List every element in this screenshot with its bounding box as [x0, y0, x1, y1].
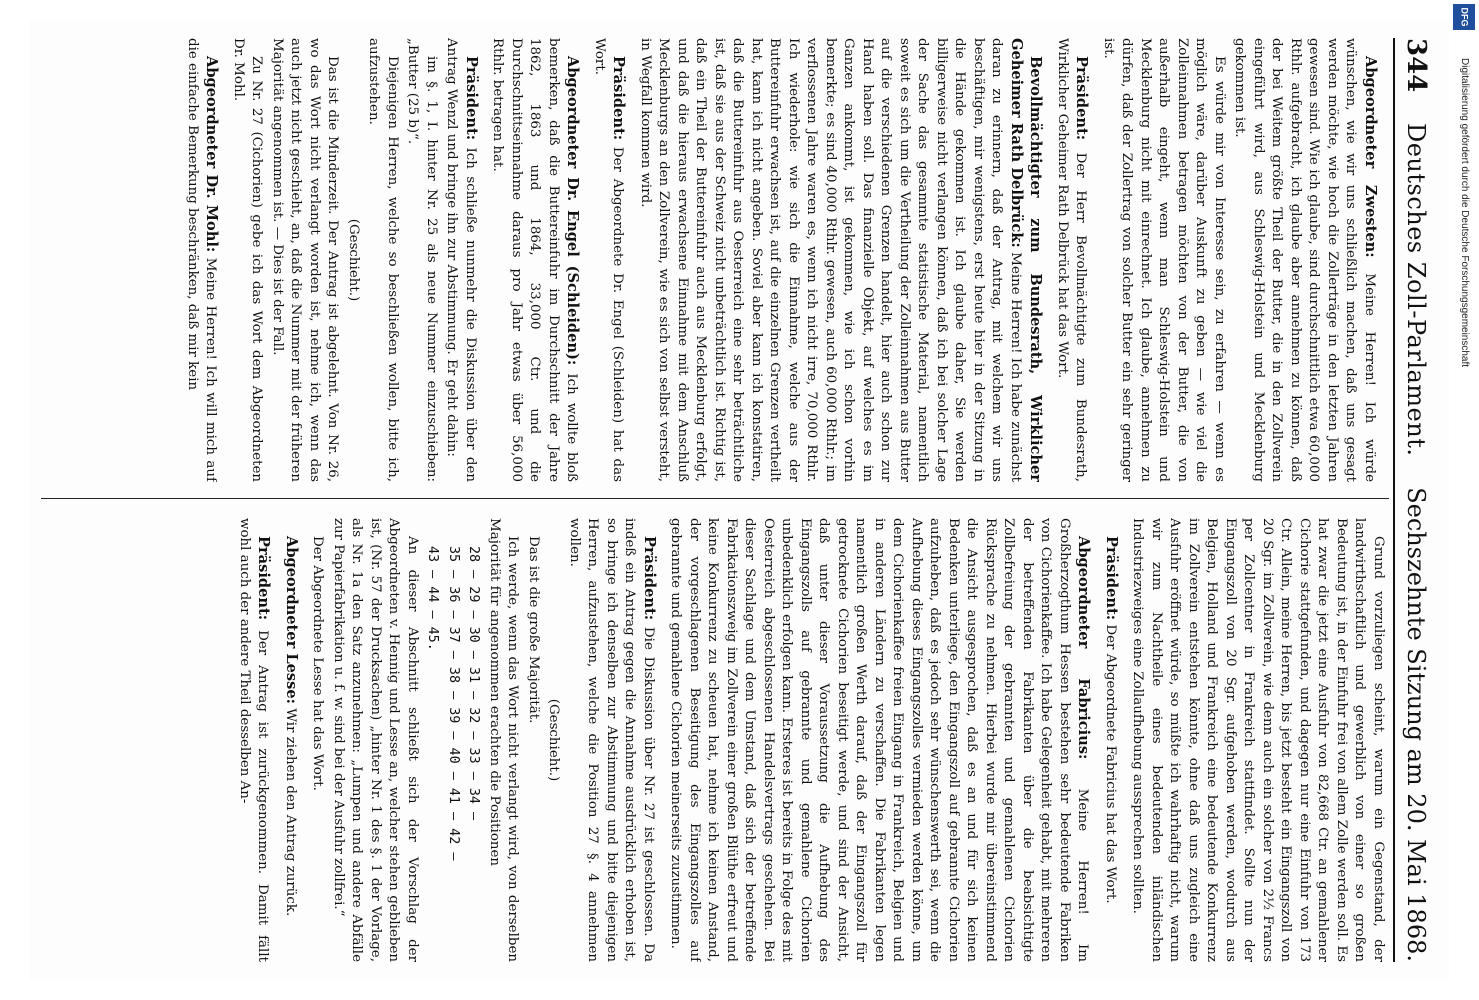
paragraph: [1101, 518, 1121, 962]
speaker-name: Abgeordneter Zwesten:: [1362, 56, 1379, 258]
paragraph-text: Der Abgeordnete Lesse hat das Wort.: [310, 536, 326, 791]
paragraph: [1230, 38, 1379, 482]
speaker-name: Präsident:: [1073, 56, 1091, 141]
paragraph: [229, 38, 266, 482]
paragraph: [423, 518, 442, 962]
speaker-name: Bevollmächtigter zum Bundesrath, Wirklicher Geheimer Rath Delbrück:: [1008, 38, 1045, 482]
speaker-name: Präsident:: [1103, 536, 1120, 621]
paragraph-text: Die Diskussion über Nr. 27 ist geschlossen. Da indeß ein Antrag gegen die Annahme ausdrücklich erhoben ist, so bringe ich denselben zur Abstimmung und bitte diejenigen Herren, aufzustehen, welche die Position 27 §. 4 annehmen wollen.: [567, 518, 656, 962]
paragraph-text: 43 — 44 — 45.: [425, 546, 441, 651]
paragraph: [183, 38, 221, 482]
paragraph: [403, 38, 440, 482]
speaker-name: Abgeordneter Lesse:: [283, 536, 300, 704]
paragraph: [442, 38, 480, 482]
paragraph: [666, 518, 1093, 962]
paragraph-text: Wir ziehen den Antrag zurück.: [283, 708, 298, 917]
column-divider: [41, 498, 1389, 499]
digitization-stamp: [1449, 0, 1479, 1000]
stamp-text-wrap: [1449, 30, 1479, 1000]
left-column: [39, 38, 1387, 482]
paragraph-text: Das ist die große Majorität.: [526, 536, 541, 724]
paragraph-text: Meine Herren! Ich habe zunächst daran zu erinnern, daß der Antrag, mit welchem wir uns beschäftigen, mir wenigstens, erst heute hier in der Sitzung in die Hände gekommen ist. Ich glaube daher, Sie werden billigerweise nicht verlangen können, daß ich bei solcher Lage der Sache das gesammte statistische Material, namentlich soweit es sich um die Vertheilung der Zolleinnahmen aus Butter auf die verschiedenen Grenzen handelt, hier auch schon zur Hand haben soll. Das finanzielle Objekt, auf welches es im Ganzen ankommt, ist gekommen, wie ich schon vorhin bemerkte; es sind 40,000 Rthlr. gewesen, auch 60,000 Rthlr.; im verflossenen Jahre waren es, wenn ich nicht irre, 70,000 Rthlr. Ich wiederhole: wie sich die Einnahme, welche aus der Buttereinfuhr erwachsen ist, auf die einzelnen Grenzen vertheilt hat, kann ich nicht angeben. Soviel aber kann ich konstatiren, daß die Buttereinfuhr aus Oesterreich eine sehr beträchtliche ist, daß sie aus der Schweiz nicht unbeträchtlich ist. Richtig ist, daß ein Theil der Buttereinfuhr auch aus Mecklenburg erfolgt, und daß die hieraus erwachsene Einnahme mit dem Anschluß Mecklenburgs an den Zollverein, wie es sich von selbst versteht, in Wegfall kommen wird.: [638, 38, 1023, 482]
paragraph-text: Der Herr Bevollmächtigte zum Bundesrath, Wirklicher Geheimer Rath Delbrück hat das Wort.: [1055, 38, 1089, 482]
paragraph: [524, 518, 543, 962]
speaker-name: Abgeordneter Fabricius:: [1075, 536, 1093, 760]
paragraph-text: Ich schließe nunmehr die Diskussion über den Antrag Wenzl und bringe ihn zur Abstimmung. Er geht dahin:: [444, 38, 478, 482]
speaker-name: Präsident:: [641, 536, 658, 621]
speaker-name: Abgeordneter Dr. Engel (Schleiden):: [564, 56, 582, 366]
speaker-name: Präsident:: [255, 536, 273, 621]
paragraph: [1099, 38, 1229, 482]
paragraph-text: Meine Herren! Ich will mich auf die einfache Bemerkung beschränken, daß mir kein: [185, 38, 219, 482]
paragraph-text: 35 — 36 — 37 — 38 — 39 — 40 — 41 — 42 —: [446, 546, 461, 861]
right-column: [39, 518, 1387, 962]
paragraph: [1053, 38, 1091, 482]
paragraph-text: Ich werde, wenn das Wort nicht verlangt wird, von derselben Majorität für angenommen erachten die Positionen: [487, 518, 521, 962]
paragraph-text: Ich wollte bloß bemerken, daß die Buttereinfuhr im Durchschnitt der Jahre 1862, 1863 und 1864, 33,000 Ctr. und die Durchschnittseinnahme daraus pro Jahr etwas über 56,000 Rthlr. betragen hat.: [490, 38, 580, 482]
dfg-logo-text: DFG: [1459, 7, 1469, 27]
paragraph: [235, 518, 273, 962]
stamp-text: Digitalisierung gefördert durch die Deutsche Forschungsgemeinschaft: [1459, 58, 1470, 368]
speaker-name: Abgeordneter Dr. Mohl:: [203, 56, 221, 253]
paragraph-text: Der Abgeordnete Dr. Engel (Schleiden) hat das Wort.: [592, 38, 626, 482]
paragraph-text: Zu Nr. 27 (Cichorien) gebe ich das Wort dem Abgeordneten Dr. Mohl.: [231, 38, 265, 482]
paragraph: [488, 38, 582, 482]
paragraph: [1128, 518, 1387, 962]
paragraph: [268, 38, 342, 482]
paragraph: [444, 518, 463, 962]
paragraph-text: Es würde mir von Interesse sein, zu erfahren — wenn es möglich wäre, darüber Auskunft zu geben — wie viel die Zolleinnahmen betragen möchten von der Butter, die von außerhalb eingeht, wenn man Schleswig-Holstein und Mecklenburg nicht mit einrechnet. Ich glaube, annehmen zu dürfen, daß der Zollertrag von solcher Butter ein sehr geringer ist.: [1101, 38, 1227, 482]
paragraph: [344, 38, 363, 482]
paragraph: [281, 518, 301, 962]
paragraph: [590, 38, 628, 482]
paragraph-text: An dieser Abschnitt schließt sich der Vorschlag der Abgeordneten v. Hennig und Lesse an, welcher stehen geblieben ist, (Nr. 57 der Drucksachen) „hinter Nr. 1 des §. 1 der Vorlage, als Nr. 1a den Satz anzunehmen: „Lumpen und andere Abfälle zur Papierfabrikation u. f. w. sind bei der Ausfuhr zollfrei.“: [331, 518, 420, 962]
paragraph-text: Meine Herren! Ich würde wünschen, wie wir uns schließlich machen, daß uns gesagt werden möchte, wie hoch die Zollerträge in den letzten Jahren gewesen sind. Wie ich glaube, sind durchschnittlich etwa 60,000 Rthlr. aufgebracht, ich glaube aber annehmen zu können, daß der bei Weitem größte Theil der Butter, die in den Zollverein eingeführt wird, aus Schleswig-Holstein und Mecklenburg gekommen ist.: [1232, 38, 1377, 482]
dfg-logo: [1453, 4, 1475, 30]
paragraph-text: (Geschieht.): [546, 698, 562, 782]
scanned-page: [29, 20, 1449, 980]
page-header: [1393, 38, 1437, 962]
running-title: Deutsches Zoll-Parlament.: [1402, 122, 1430, 457]
paragraph-text: Der Antrag ist zurückgenommen. Damit fällt wohl auch der andere Theil desselben An-: [237, 518, 271, 962]
paragraph: [544, 518, 563, 962]
paragraph-text: Das ist die Minderzeit. Der Antrag ist abgelehnt. Von Nr. 26, wo das Wort nicht verlangt worden ist, nehme ich, wenn das auch jetzt nicht geschieht, an, daß die Nummer mit der früheren Majorität angenommen ist. — Dies ist der Fall.: [270, 38, 341, 482]
paragraph-text: Meine Herren! Im Großherzogthum Hessen bestehen sehr bedeutende Fabriken von Cichorienkaffee. Ich habe Gelegenheit gehabt, mit mehreren der betreffenden Fabrikanten über die beabsichtigte Zollbefreiung der gebrannten und gemahlenen Cichorien Rücksprache zu nehmen. Hierbei wurde mir übereinstimmend die Ansicht ausgesprochen, daß es an und für sich keinen Bedenken unterliege, den Eingangszoll auf gebrannte Cichorien aufzuheben, daß es jedoch sehr wünschenswerth sei, wenn die Aufhebung dieses Eingangszolles vermieden werden könne, um dem Cichorienkaffee freien Eingang in Frankreich, Belgien und in anderen Ländern zu verschaffen. Die Fabrikanten legen namentlich großen Werth darauf, daß der Eingangszoll für getrocknete Cichorien beseitigt werde, und sind der Ansicht, daß unter dieser Voraussetzung die Aufhebung des Eingangszolls auf gebrannte und gemahlene Cichorien unbedenklich erfolgen kann. Ersteres ist bereits in Folge des mit Oesterreich abgeschlossenen Handelsvertrags geschehen. Bei dieser Sachlage und dem Umstand, daß sich der betreffende Fabrikationszweig im Zollverein einer großen Blüthe erfreut und keine Konkurrenz zu scheuen hat, nehme ich keinen Anstand, der vorgeschlagenen Beseitigung des Eingangszolles auf gebrannte und gemahlene Cichorien meinerseits zuzustimmen.: [668, 518, 1091, 962]
speaker-name: Präsident:: [463, 56, 480, 141]
paragraph: [329, 518, 422, 962]
session-title: Sechszehnte Sitzung am 20. Mai 1868.: [1402, 487, 1430, 962]
paragraph: [464, 518, 483, 962]
speaker-name: Präsident:: [610, 56, 628, 141]
paragraph: [565, 518, 659, 962]
page-number: 344: [1401, 38, 1431, 93]
paragraph-text: Der Abgeordnete Fabricius hat das Wort.: [1103, 624, 1118, 904]
paragraph-text: im §. 1, I. hinter Nr. 25 als neue Nummer einzuschieben: „Butter (25 b)“.: [405, 38, 439, 482]
paragraph: [308, 518, 327, 962]
paragraph: [364, 38, 401, 482]
paragraph-text: Diejenigen Herren, welche so beschließen wollen, bitte ich, aufzustehen.: [366, 38, 400, 482]
paragraph-text: (Geschieht.): [346, 218, 361, 302]
paragraph: [485, 518, 522, 962]
paragraph-text: 28 — 29 — 30 — 31 — 32 — 33 — 34 —: [466, 546, 482, 821]
paragraph: [636, 38, 1045, 482]
paragraph-text: Grund vorzuliegen scheint, warum ein Gegenstand, der landwirthschaftlich und gewerblich von einer so großen Bedeutung ist, in der Einfuhr frei von allem Zolle werden soll. Es hat zwar die jetzt eine Ausfuhr von 82,668 Ctr. an gemahlener Cichorie stattgefunden, und dagegen nur eine Einfuhr von 173 Ctr. Allein, meine Herren, bis jetzt besteht ein Eingangszoll von 20 Sgr. im Zollverein, wie denn auch ein solcher von 2½ Francs per Zollcentner in Frankreich stattfindet. Sollte nun der Eingangszoll von 20 Sgr. aufgehoben werden, wodurch aus Belgien, Holland und Frankreich eine bedeutende Konkurrenz im Zollverein entstehen könnte, ohne daß uns zugleich eine Ausfuhr eröffnet würde, so müßte ich wahrhaftig nicht, warum wir zum Nachtheile eines bedeutenden inländischen Industriezweiges eine Zollaufhebung aussprechen sollten.: [1130, 518, 1386, 962]
